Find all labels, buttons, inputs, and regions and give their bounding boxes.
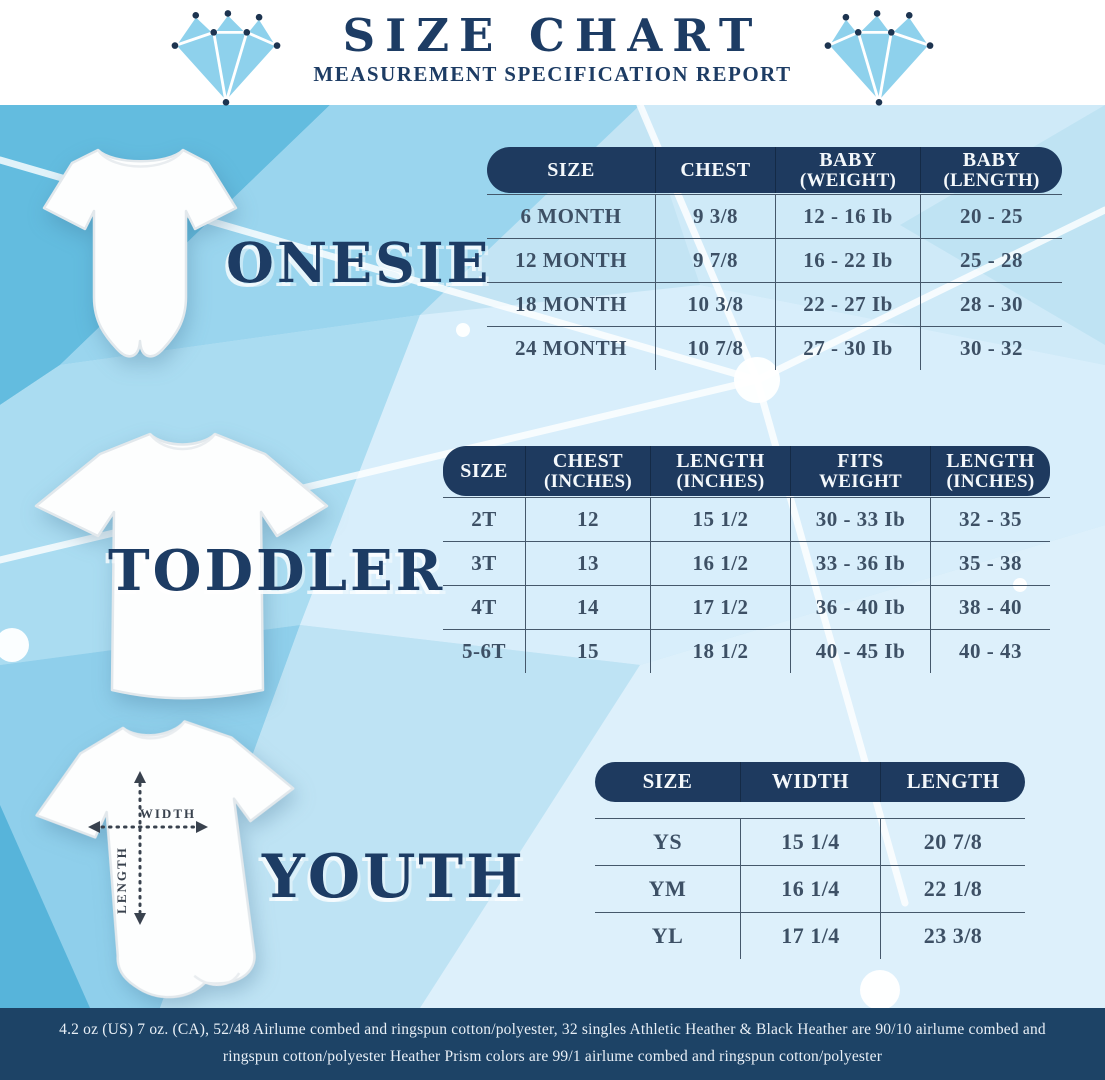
table-cell: 27 - 30 Ib <box>775 327 920 370</box>
table-row <box>487 327 1062 370</box>
column-header: SIZE <box>642 769 693 794</box>
width-label: WIDTH <box>139 806 197 821</box>
table-cell: 17 1/4 <box>740 913 880 959</box>
column-header: BABY (WEIGHT) <box>775 147 920 193</box>
table-cell: 20 7/8 <box>880 819 1025 865</box>
table-row <box>443 498 1050 542</box>
column-header: WIDTH <box>740 762 880 802</box>
table-cell: 33 - 36 Ib <box>790 542 930 585</box>
table-cell: 3T <box>471 551 497 575</box>
youth-table-body <box>595 818 1025 959</box>
table-cell: 30 - 32 <box>920 327 1062 370</box>
youth-size-table <box>595 762 1025 959</box>
table-row <box>487 195 1062 239</box>
table-cell: 18 MONTH <box>515 292 627 316</box>
column-header: LENGTH (INCHES) <box>650 446 790 496</box>
diamond-network-icon-left <box>167 4 285 108</box>
table-cell: 15 1/2 <box>650 498 790 541</box>
table-cell: 9 7/8 <box>655 239 775 282</box>
table-cell: 4T <box>471 595 497 619</box>
onesie-table-header <box>487 147 1062 193</box>
table-cell: 32 - 35 <box>930 498 1050 541</box>
table-cell: 15 <box>525 630 650 673</box>
footer-line-2: ringspun cotton/polyester Heather Prism colors are 99/1 airlume combed and ringspun cotton/polyester <box>222 1048 883 1065</box>
table-cell: 12 <box>525 498 650 541</box>
table-cell: 24 MONTH <box>515 336 627 360</box>
table-cell: 22 - 27 Ib <box>775 283 920 326</box>
table-cell: 20 - 25 <box>920 195 1062 238</box>
table-cell: 6 MONTH <box>520 204 622 228</box>
column-header: CHEST <box>655 147 775 193</box>
table-row <box>595 913 1025 959</box>
measurement-diagram <box>84 768 214 938</box>
table-row <box>443 542 1050 586</box>
table-cell: 16 1/4 <box>740 866 880 912</box>
table-cell: 18 1/2 <box>650 630 790 673</box>
table-row <box>443 586 1050 630</box>
table-cell: 22 1/8 <box>880 866 1025 912</box>
table-cell: YL <box>651 923 684 948</box>
table-cell: 12 - 16 Ib <box>775 195 920 238</box>
toddler-table-header <box>443 446 1050 496</box>
table-cell: 36 - 40 Ib <box>790 586 930 629</box>
table-cell: 17 1/2 <box>650 586 790 629</box>
table-cell: 38 - 40 <box>930 586 1050 629</box>
page-subtitle: MEASUREMENT SPECIFICATION REPORT <box>313 62 792 87</box>
section-label-toddler: TODDLER <box>108 538 446 604</box>
table-cell: 9 3/8 <box>655 195 775 238</box>
table-cell: 15 1/4 <box>740 819 880 865</box>
column-header: FITS WEIGHT <box>790 446 930 496</box>
table-cell: YM <box>648 876 687 901</box>
table-cell: 10 3/8 <box>655 283 775 326</box>
onesie-size-table <box>487 147 1062 370</box>
table-row <box>487 239 1062 283</box>
table-row <box>595 866 1025 913</box>
section-label-onesie: ONESIE <box>226 230 492 295</box>
footer-note <box>0 1008 1105 1080</box>
table-cell: 13 <box>525 542 650 585</box>
table-cell: 30 - 33 Ib <box>790 498 930 541</box>
table-row <box>487 283 1062 327</box>
table-cell: 16 1/2 <box>650 542 790 585</box>
table-cell: 14 <box>525 586 650 629</box>
column-header: BABY (LENGTH) <box>920 147 1062 193</box>
youth-table-header <box>595 762 1025 802</box>
table-cell: 28 - 30 <box>920 283 1062 326</box>
table-cell: YS <box>652 829 683 854</box>
column-header: LENGTH <box>880 762 1025 802</box>
column-header: SIZE <box>460 459 508 482</box>
diamond-network-icon-right <box>820 4 938 108</box>
table-cell: 5-6T <box>462 639 506 663</box>
table-cell: 25 - 28 <box>920 239 1062 282</box>
table-cell: 40 - 45 Ib <box>790 630 930 673</box>
table-cell: 35 - 38 <box>930 542 1050 585</box>
table-cell: 12 MONTH <box>515 248 627 272</box>
table-cell: 23 3/8 <box>880 913 1025 959</box>
table-row <box>443 630 1050 673</box>
header <box>0 0 1105 105</box>
table-cell: 40 - 43 <box>930 630 1050 673</box>
table-row <box>595 819 1025 866</box>
section-label-youth: YOUTH <box>262 842 526 912</box>
column-header: CHEST (INCHES) <box>525 446 650 496</box>
onesie-image <box>28 132 253 387</box>
toddler-table-body <box>443 497 1050 673</box>
table-cell: 2T <box>471 507 497 531</box>
onesie-table-body <box>487 194 1062 370</box>
toddler-size-table <box>443 446 1050 673</box>
length-label: LENGTH <box>114 846 129 914</box>
table-cell: 10 7/8 <box>655 327 775 370</box>
column-header: LENGTH (INCHES) <box>930 446 1050 496</box>
page-title: SIZE CHART <box>342 9 763 62</box>
footer-line-1: 4.2 oz (US) 7 oz. (CA), 52/48 Airlume combed and ringspun cotton/polyester, 32 singles Athletic Heather & Black Heather are 90/10 airlume combed and <box>59 1021 1046 1039</box>
column-header: SIZE <box>547 158 595 181</box>
table-cell: 16 - 22 Ib <box>775 239 920 282</box>
